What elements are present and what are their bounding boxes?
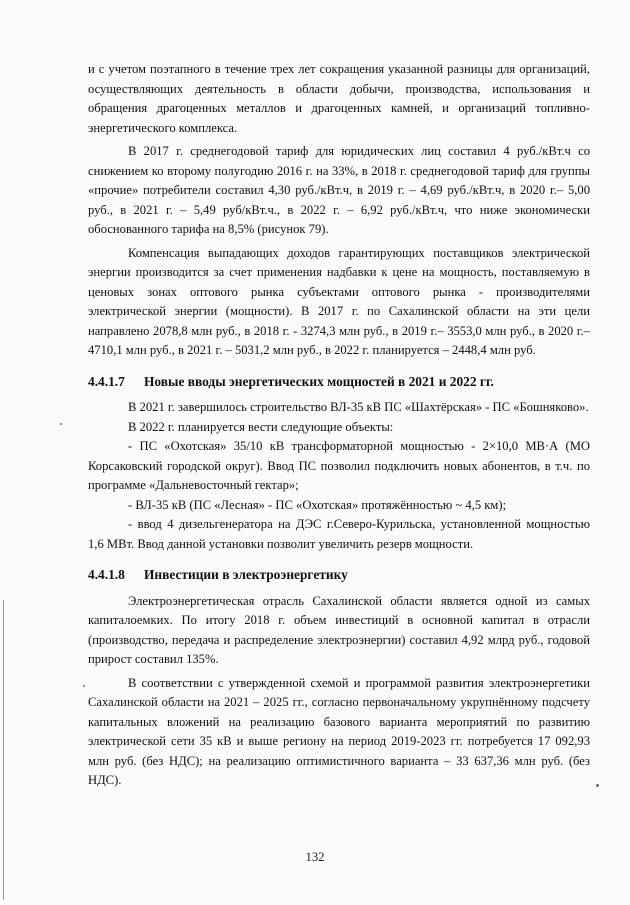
section-heading-investments [88, 566, 590, 583]
paragraph-tariff: В 2017 г. среднегодовой тариф для юридических лиц составил 4 руб./кВт.ч со снижением ко второму полугодию 2016 г. на 33%, в 2018 г. среднегодовой тариф для группы «прочие» потребители составил 4,30 руб./кВт.ч, в 2019 г. – 4,69 руб./кВт.ч, в 2020 г.– 5,00 руб., в 2021 г. – 5,49 руб/кВт.ч., в 2022 г. – 6,92 руб./кВт.ч, что ниже экономически обоснованного тарифа на 8,5% (рисунок 79). [88, 144, 590, 237]
scan-edge-line [3, 600, 4, 900]
section-number: 4.4.1.8 [88, 567, 125, 583]
section-number: 4.4.1.7 [88, 373, 125, 389]
paragraph-2021-construction: В 2021 г. завершилось строительство ВЛ-35 кВ ПС «Шахтёрская» - ПС «Бошняково». [128, 400, 589, 415]
scan-dot [83, 685, 85, 687]
page-number: 132 [305, 850, 325, 864]
paragraph-continuation: и с учетом поэтапного в течение трех лет сокращения указанной разницы для организаций, осуществляющих деятельность в области добычи, производства, использования и обращения драгоценных металлов и драгоценных камней, и организаций топливно-энергетического комплекса. [88, 62, 590, 135]
paragraph-compensation: Компенсация выпадающих доходов гарантирующих поставщиков электрической энергии производится за счет применения надбавки к цене на мощность, поставляемую в ценовых зонах оптового рынка субъектами оптового рынка - производителями электрической энергии (мощности). В 2017 г. по Сахалинской области на эти цели направлено 2078,8 млн руб., в 2018 г. - 3274,3 млн руб., в 2019 г.– 3553,0 млн руб., в 2020 г.– 4710,1 млн руб., в 2021 г. – 5031,2 млн руб., в 2022 г. планируется – 2448,4 млн руб. [88, 245, 590, 358]
paragraph-program: В соответствии с утвержденной схемой и программой развития электроэнергетики Сахалинской области на 2021 – 2025 гг., согласно первоначальному укрупнённому подсчету капитальных вложений на реализацию базового варианта мероприятий по развитию электрической сети 35 кВ и выше региону на период 2019-2023 гг. потребуется 17 092,93 млн руб. (без НДС); на реализацию оптимистичного варианта – 33 637,36 млн руб. (без НДС). [88, 675, 590, 788]
page-content [88, 60, 590, 791]
section-title: Инвестиции в электроэнергетику [144, 567, 348, 583]
scan-dot [60, 423, 62, 425]
scan-dot [596, 784, 599, 787]
paragraph-investments: Электроэнергетическая отрасль Сахалинской области является одной из самых капиталоемких. По итогу 2018 г. объем инвестиций в основной капитал в отрасли (производство, передача и распределение электроэнергии) составил 4,92 млрд руб., годовой прирост составил 135%. [88, 593, 590, 667]
section-heading-new-capacity [88, 373, 590, 390]
list-item: - ВЛ-35 кВ (ПС «Лесная» - ПС «Охотская» протяжённостью ~ 4,5 км); [128, 497, 507, 512]
list-item: - ввод 4 дизельгенератора на ДЭС г.Северо-Курильска, установленной мощностью 1,6 МВт. Ввод данной установки позволит увеличить резерв мощности. [88, 517, 590, 551]
section-title: Новые вводы энергетических мощностей в 2021 и 2022 гг. [144, 373, 494, 389]
list-item: - ПС «Охотская» 35/10 кВ трансформаторной мощностью - 2×10,0 МВ·А (МО Корсаковский городской округ). Ввод ПС позволил подключить новых абонентов, в т.ч. по программе «Дальневосточный гектар»; [88, 439, 590, 493]
paragraph-2022-plan: В 2022 г. планируется вести следующие объекты: [128, 419, 394, 434]
